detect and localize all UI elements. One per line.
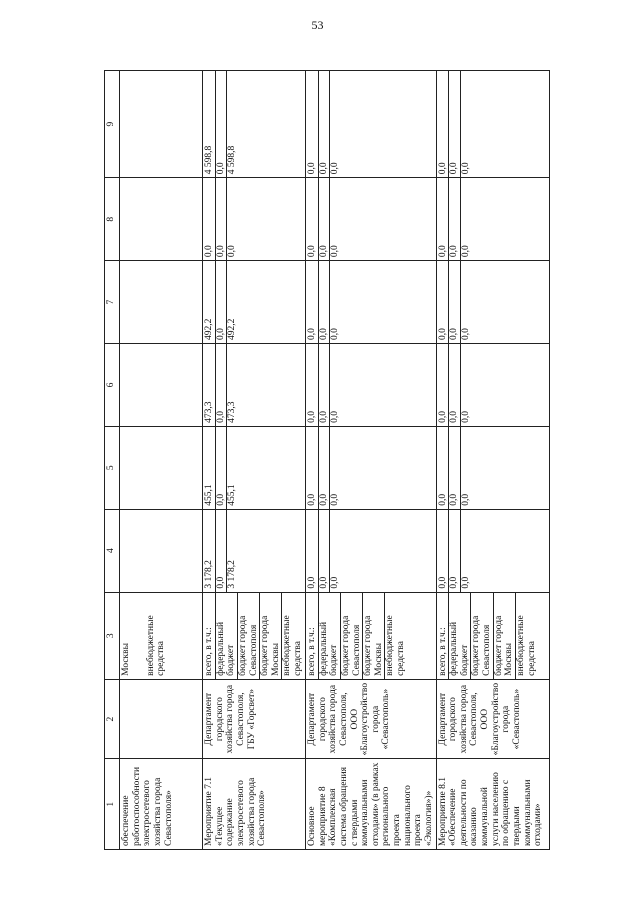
- value-line: 4 598,8: [204, 71, 216, 177]
- value-cell: [306, 178, 437, 261]
- continuation-executor: [120, 679, 203, 759]
- value-line: 4 598,8: [227, 145, 238, 175]
- value-cell: [120, 344, 203, 427]
- value-line: 0,0: [438, 510, 450, 592]
- value-line: 0,0: [330, 162, 341, 175]
- source-line: внебюджетные средства: [385, 615, 406, 676]
- value-cell: [306, 344, 437, 427]
- value-cell: [436, 71, 549, 178]
- value-line: 0,0: [449, 427, 461, 509]
- value-cell: [306, 261, 437, 344]
- measure-name: Мероприятие 7.1 «Текущее содержание электросетевого хозяйства города Севастополя»: [203, 759, 306, 850]
- value-line: 0,0: [438, 427, 450, 509]
- value-line: 492,2: [204, 261, 216, 343]
- source-line: федеральный бюджет: [449, 593, 471, 679]
- value-line: 0,0: [460, 328, 471, 340]
- source-line: бюджет города Севастополя: [238, 593, 260, 679]
- header-cell: 9: [105, 71, 120, 178]
- financing-table: [104, 70, 550, 850]
- value-line: 0,0: [449, 178, 461, 260]
- value-cell: [203, 426, 306, 509]
- value-line: 0,0: [307, 178, 319, 260]
- header-cell: 5: [105, 426, 120, 509]
- value-line: 0,0: [307, 510, 319, 592]
- header-cell: 7: [105, 261, 120, 344]
- value-line: 0,0: [216, 71, 228, 177]
- value-line: 0,0: [438, 178, 450, 260]
- value-line: 0,0: [216, 510, 228, 592]
- header-cell: 6: [105, 344, 120, 427]
- continuation-sources: [120, 592, 203, 679]
- value-cell: [436, 509, 549, 592]
- value-line: 0,0: [330, 493, 341, 506]
- value-line: 0,0: [319, 427, 331, 509]
- value-cell: [120, 426, 203, 509]
- value-cell: [203, 71, 306, 178]
- value-cell: [120, 509, 203, 592]
- source-line: всего, в т.ч.:: [438, 593, 450, 679]
- value-cell: [203, 509, 306, 592]
- source-line: бюджет города Москвы: [494, 593, 516, 679]
- value-cell: [120, 261, 203, 344]
- source-line: внебюджетные средства: [145, 615, 167, 676]
- funding-sources: [436, 592, 549, 679]
- value-line: 492,2: [227, 318, 238, 340]
- value-line: 0,0: [216, 344, 228, 426]
- value-cell: [120, 71, 203, 178]
- executor: Департамент городского хозяйства города Севастополя, ГБУ «Горсвет»: [203, 679, 306, 759]
- source-line: всего, в т.ч.:: [307, 593, 319, 679]
- source-line: федеральный бюджет: [319, 593, 341, 679]
- source-line: Москвы: [121, 642, 131, 676]
- value-line: 0,0: [319, 510, 331, 592]
- value-line: 473,3: [227, 401, 238, 423]
- value-line: 0,0: [438, 261, 450, 343]
- value-line: 0,0: [204, 178, 216, 260]
- value-line: 455,1: [204, 427, 216, 509]
- value-cell: [436, 344, 549, 427]
- table-row: [306, 71, 437, 850]
- value-line: 0,0: [319, 344, 331, 426]
- funding-sources: [306, 592, 437, 679]
- value-line: 0,0: [307, 344, 319, 426]
- funding-sources: [203, 592, 306, 679]
- value-line: 0,0: [449, 71, 461, 177]
- value-line: 3 178,2: [227, 560, 238, 589]
- header-cell: 2: [105, 679, 120, 759]
- value-line: 0,0: [330, 328, 341, 340]
- value-cell: [436, 426, 549, 509]
- header-row: [105, 71, 120, 850]
- value-line: 0,0: [460, 245, 471, 258]
- value-line: 0,0: [438, 344, 450, 426]
- header-cell: 4: [105, 509, 120, 592]
- value-line: 0,0: [319, 178, 331, 260]
- source-line: бюджет города Москвы: [260, 593, 282, 679]
- value-line: 0,0: [330, 410, 341, 423]
- value-line: 0,0: [319, 71, 331, 177]
- value-line: 0,0: [330, 245, 341, 258]
- value-line: 0,0: [449, 510, 461, 592]
- table-row: [203, 71, 306, 850]
- header-cell: 1: [105, 759, 120, 850]
- value-line: 0,0: [449, 261, 461, 343]
- value-cell: [203, 178, 306, 261]
- value-cell: [120, 178, 203, 261]
- value-line: 3 178,2: [204, 510, 216, 592]
- value-line: 0,0: [460, 576, 471, 589]
- source-line: внебюджетные средства: [282, 615, 303, 676]
- value-line: 0,0: [460, 162, 471, 175]
- value-cell: [306, 71, 437, 178]
- value-cell: [306, 426, 437, 509]
- source-line: внебюджетные средства: [515, 615, 537, 676]
- table-row: [436, 71, 549, 850]
- value-line: 0,0: [460, 493, 471, 506]
- value-line: 0,0: [227, 245, 238, 258]
- value-line: 0,0: [438, 71, 450, 177]
- value-line: 473,3: [204, 344, 216, 426]
- value-line: 455,1: [227, 484, 238, 506]
- executor: Департамент городского хозяйства города Севастополя, ООО «Благоустройство города «Севастополь»: [436, 679, 549, 759]
- value-line: 0,0: [216, 261, 228, 343]
- value-line: 0,0: [449, 344, 461, 426]
- value-line: 0,0: [216, 427, 228, 509]
- source-line: всего, в т.ч.:: [204, 593, 216, 679]
- source-line: бюджет города Севастополя: [341, 593, 363, 679]
- value-cell: [306, 509, 437, 592]
- value-cell: [436, 261, 549, 344]
- value-line: 0,0: [307, 71, 319, 177]
- page-number: 53: [311, 18, 324, 32]
- continuation-name: обеспечение работоспособности электросетевого хозяйства города Севастополя»: [120, 759, 203, 850]
- measure-name: Основное мероприятие 8 «Комплексная система обращения с твердыми коммунальными отходами» (в рамках регионального проекта национального проекта «Экология»)»: [306, 759, 437, 850]
- value-line: 0,0: [307, 261, 319, 343]
- value-line: 0,0: [330, 576, 341, 589]
- measure-name: Мероприятие 8.1 «Обеспечение деятельности по оказанию коммунальной услуги населению по обращению с твердыми коммунальными отходами»: [436, 759, 549, 850]
- header-cell: 3: [105, 592, 120, 679]
- source-line: бюджет города Москвы: [363, 593, 385, 679]
- value-line: 0,0: [307, 427, 319, 509]
- value-line: 0,0: [319, 261, 331, 343]
- value-cell: [436, 178, 549, 261]
- value-cell: [203, 344, 306, 427]
- source-line: федеральный бюджет: [216, 593, 238, 679]
- value-line: 0,0: [460, 410, 471, 423]
- source-line: бюджет города Севастополя: [471, 593, 493, 679]
- value-cell: [203, 261, 306, 344]
- rotated-table-container: [104, 70, 544, 850]
- value-line: 0,0: [216, 178, 228, 260]
- rotated-table-area: [104, 70, 544, 850]
- executor: Департамент городского хозяйства города Севастополя, ООО «Благоустройство города «Севастополь»: [306, 679, 437, 759]
- header-cell: 8: [105, 178, 120, 261]
- continuation-row: [120, 71, 203, 850]
